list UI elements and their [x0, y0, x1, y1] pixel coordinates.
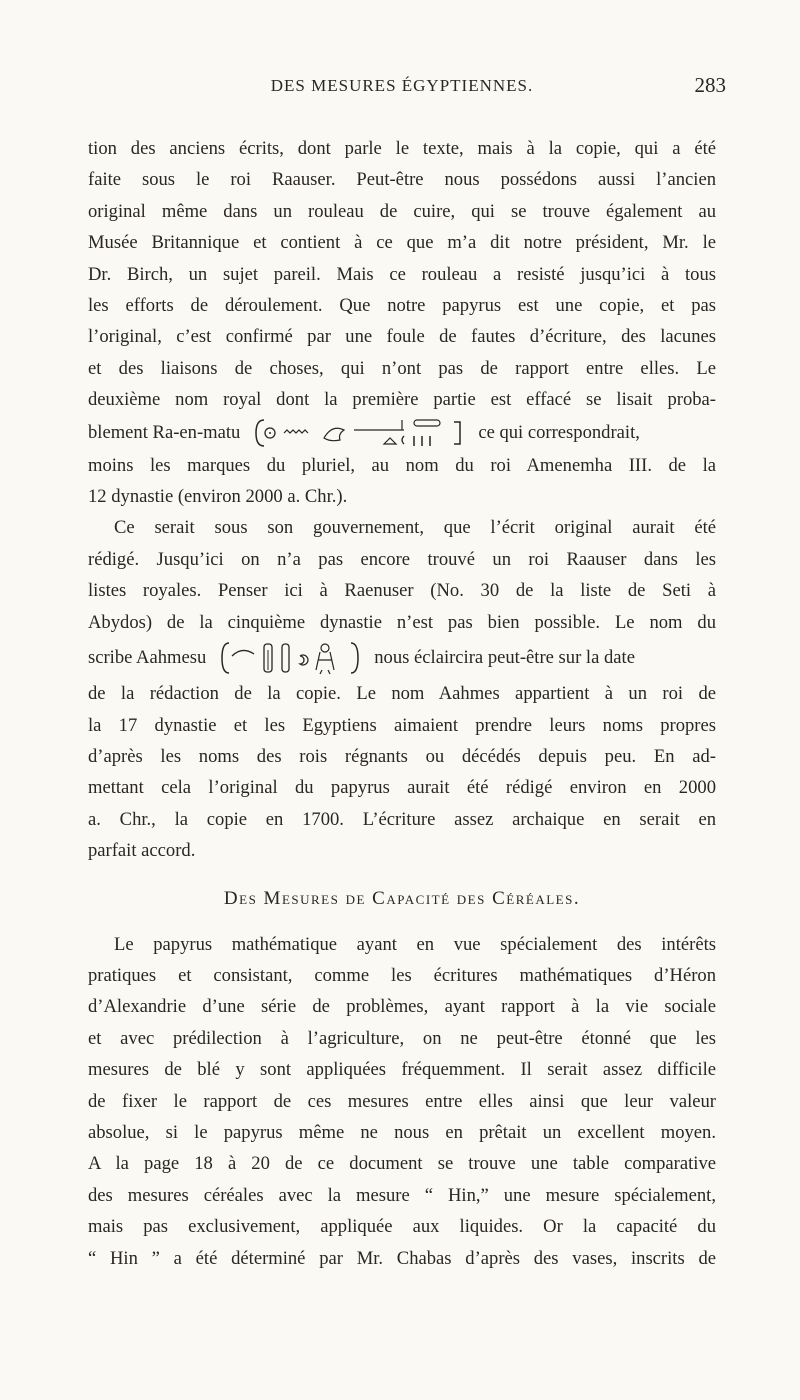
paragraph-1: [88, 133, 716, 512]
paragraph-2: [88, 512, 716, 866]
text-line: mesures de blé y sont appliquées fréquemment. Il serait assez difficile: [88, 1059, 716, 1081]
text-line: l’original, c’est confirmé par une foule de fautes d’écriture, des lacunes: [88, 326, 716, 348]
glyph-text-line: [88, 638, 716, 678]
text-line: des mesures céréales avec la mesure “ Hin,” une mesure spécialement,: [88, 1184, 716, 1206]
text-line: de fixer le rapport de ces mesures entre elles ainsi que leur valeur: [88, 1090, 716, 1112]
text-line: Musée Britannique et contient à ce que m’a dit notre président, Mr. le: [88, 232, 716, 254]
text-line: et avec prédilection à l’agriculture, on ne peut-être étonné que les: [88, 1027, 716, 1049]
text-line: “ Hin ” a été déterminé par Mr. Chabas d’après des vases, inscrits de: [88, 1247, 716, 1269]
paragraph-3: [88, 929, 716, 1274]
text-line: Dr. Birch, un sujet pareil. Mais ce rouleau a resisté jusqu’ici à tous: [88, 263, 716, 285]
text-line: Le papyrus mathématique ayant en vue spécialement des intérêts: [114, 933, 716, 955]
text-line: absolue, si le papyrus même ne nous en prêtait un excellent moyen.: [88, 1121, 716, 1143]
section-heading: Des Mesures de Capacité des Céréales.: [223, 887, 581, 909]
text-line: 12 dynastie (environ 2000 a. Chr.).: [88, 486, 348, 508]
text-line: original même dans un rouleau de cuire, qui se trouve également au: [88, 200, 716, 222]
text-fragment: scribe Aahmesu: [88, 647, 207, 669]
text-line: mais pas exclusivement, appliquée aux liquides. Or la capacité du: [88, 1216, 716, 1238]
text-line: rédigé. Jusqu’ici on n’a pas encore trouvé un roi Raauser dans les: [88, 548, 716, 570]
text-line: d’après les noms des rois régnants ou décédés depuis peu. En ad-: [88, 745, 716, 767]
text-line: listes royales. Penser ici à Raenuser (No. 30 de la liste de Seti à: [88, 580, 716, 602]
text-line: deuxième nom royal dont la première partie est effacé se lisait proba-: [88, 389, 716, 411]
text-line: d’Alexandrie d’une série de problèmes, ayant rapport à la vie sociale: [88, 996, 716, 1018]
text-line: parfait accord.: [88, 840, 196, 862]
running-head-title: DES MESURES ÉGYPTIENNES.: [270, 76, 534, 95]
glyph-text-line: [88, 416, 716, 450]
text-line: pratiques et consistant, comme les écritures mathématiques d’Héron: [88, 964, 716, 986]
text-fragment: blement Ra-en-matu: [88, 421, 241, 443]
text-line: faite sous le roi Raauser. Peut-être nous possédons aussi l’ancien: [88, 169, 716, 191]
text-fragment: nous éclaircira peut-être sur la date: [374, 647, 635, 669]
text-line: A la page 18 à 20 de ce document se trouve une table comparative: [88, 1153, 716, 1175]
text-line: Ce serait sous son gouvernement, que l’écrit original aurait été: [114, 517, 716, 539]
text-line: mettant cela l’original du papyrus aurait été rédigé environ en 2000: [88, 777, 716, 799]
text-line: les efforts de déroulement. Que notre papyrus est une copie, et pas: [88, 295, 716, 317]
text-line: de la rédaction de la copie. Le nom Aahmes appartient à un roi de: [88, 683, 716, 705]
body-text: [88, 133, 716, 1274]
text-line: moins les marques du pluriel, au nom du roi Amenemha III. de la: [88, 454, 716, 476]
text-line: tion des anciens écrits, dont parle le texte, mais à la copie, qui a été: [88, 138, 716, 159]
text-line: et des liaisons de choses, qui n’ont pas de rapport entre elles. Le: [88, 357, 716, 379]
text-line: a. Chr., la copie en 1700. L’écriture assez archaique en serait en: [88, 808, 716, 830]
cartouche-ra-en-matu-icon: [248, 419, 470, 447]
text-line: la 17 dynastie et les Egyptiens aimaient prendre leurs noms propres: [88, 714, 716, 736]
text-line: Abydos) de la cinquième dynastie n’est pas bien possible. Le nom du: [88, 611, 716, 633]
cartouche-aahmesu-icon: [214, 644, 366, 672]
text-fragment: ce qui correspondrait,: [478, 421, 640, 443]
page-number: 283: [694, 73, 726, 97]
